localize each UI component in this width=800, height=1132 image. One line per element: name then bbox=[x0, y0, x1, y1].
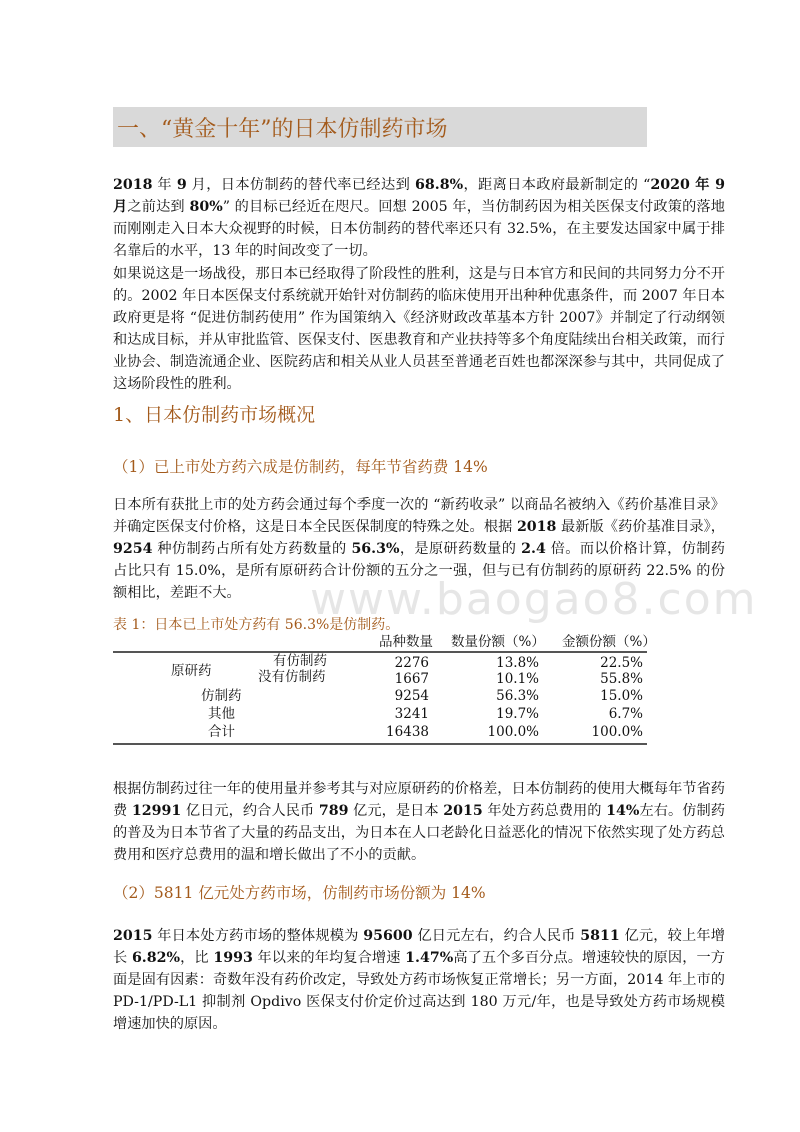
cell-count: 2276 bbox=[394, 655, 429, 671]
savings-paragraph: 根据仿制药过往一年的使用量并参考其与对应原研药的价格差，日本仿制药的使用大概每年节省药费 12991 亿日元，约合人民币 789 亿元，是日本 2015 年处方药总费用的 14%左右。仿制药的普及为日本节省了大量的药品支出，为日本在人口老龄化日益恶化的情况下依然实现了处方药总费用和医疗总费用的温和增长做出了不小的贡献。 bbox=[113, 781, 725, 863]
row-label: 仿制药 bbox=[201, 688, 242, 704]
cell-amt-share: 22.5% bbox=[600, 655, 643, 671]
row-label: 合计 bbox=[208, 724, 235, 740]
table-bottom-rule bbox=[113, 743, 647, 745]
page-heading: 一、“黄金十年”的日本仿制药市场 bbox=[113, 107, 647, 147]
subsection-heading-2: （2）5811 亿元处方药市场，仿制药市场份额为 14% bbox=[113, 884, 486, 902]
battle-paragraph: 如果说这是一场战役，那日本已经取得了阶段性的胜利，这是与日本官方和民间的共同努力分不开的。2002 年日本医保支付系统就开始针对仿制药的临床使用开出种种优惠条件，而 2007 年日本政府更是将 “促进仿制药使用” 作为国策纳入《经济财政改革基本方针 2007》并制定了行动纲领和达成目标，并从审批监管、医保支付、医患教育和产业扶持等多个角度陆续出台相关政策，而行业协会、制造流通企业、医院药店和相关从业人员甚至普通老百姓也都深深参与其中，共同促成了这场阶段性的胜利。 bbox=[113, 266, 725, 392]
header-qty-share: 数量份额（%） bbox=[451, 634, 545, 650]
cell-count: 16438 bbox=[386, 724, 429, 740]
cell-amt-share: 100.0% bbox=[591, 724, 643, 740]
market-size-paragraph: 2015 年日本处方药市场的整体规模为 95600 亿日元左右，约合人民币 5811 亿元，较上年增长 6.82%，比 1993 年以来的年均复合增速 1.47%高了五个多百分点。增速较快的原因，一方面是固有因素：奇数年没有药价改定，导致处方药市场恢复正常增长；另一方面，2014 年上市的 PD-1/PD-L1 抑制剂 Opdivo 医保支付价定价过高达到 180 万元/年，也是导致处方药市场规模增速加快的原因。 bbox=[113, 928, 725, 1032]
group-label-originator: 原研药 bbox=[171, 663, 212, 679]
cell-qty-share: 10.1% bbox=[496, 671, 539, 687]
header-amt-share: 金额份额（%） bbox=[562, 634, 656, 650]
cell-qty-share: 100.0% bbox=[487, 724, 539, 740]
table-header-rule bbox=[113, 651, 647, 653]
cell-qty-share: 13.8% bbox=[496, 655, 539, 671]
catalog-paragraph: 日本所有获批上市的处方药会通过每个季度一次的 “新药收录” 以商品名被纳入《药价基准目录》并确定医保支付价格，这是日本全民医保制度的特殊之处。根据 2018 最新版《药价基准目录》，9254 种仿制药占所有处方药数量的 56.3%，是原研药数量的 2.4 倍。而以价格计算，仿制药占比只有 15.0%，是所有原研药合计份额的五分之一强，但与已有仿制药的原研药 22.5% 的份额相比，差距不大。 bbox=[113, 497, 725, 601]
cell-amt-share: 6.7% bbox=[608, 706, 643, 722]
section-heading: 1、日本仿制药市场概况 bbox=[113, 404, 316, 426]
row-label: 其他 bbox=[208, 706, 235, 722]
cell-count: 9254 bbox=[394, 688, 429, 704]
cell-qty-share: 19.7% bbox=[496, 706, 539, 722]
row-label: 有仿制药 bbox=[273, 653, 327, 669]
table-caption: 表 1：日本已上市处方药有 56.3%是仿制药。 bbox=[113, 617, 400, 633]
cell-count: 3241 bbox=[394, 706, 429, 722]
cell-qty-share: 56.3% bbox=[496, 688, 539, 704]
cell-amt-share: 15.0% bbox=[600, 688, 643, 704]
subsection-heading-1: （1）已上市处方药六成是仿制药，每年节省药费 14% bbox=[113, 458, 488, 476]
cell-amt-share: 55.8% bbox=[600, 671, 643, 687]
watermark: www.baogao8.com bbox=[310, 574, 758, 625]
p1-year: 2018 bbox=[113, 177, 153, 193]
cell-count: 1667 bbox=[394, 671, 429, 687]
row-label: 没有仿制药 bbox=[258, 669, 326, 685]
drug-share-table bbox=[113, 632, 656, 748]
header-count: 品种数量 bbox=[379, 634, 433, 650]
intro-paragraph: 2018 年 9 月，日本仿制药的替代率已经达到 68.8%，距离日本政府最新制定的 “2020 年 9 月之前达到 80%” 的目标已经近在咫尺。回想 2005 年，当仿制药因为相关医保支付政策的落地而刚刚走入日本大众视野的时候，日本仿制药的替代率还只有 32.5%，在主要发达国家中属于排名靠后的水平，13 年的时间改变了一切。 bbox=[113, 177, 725, 259]
